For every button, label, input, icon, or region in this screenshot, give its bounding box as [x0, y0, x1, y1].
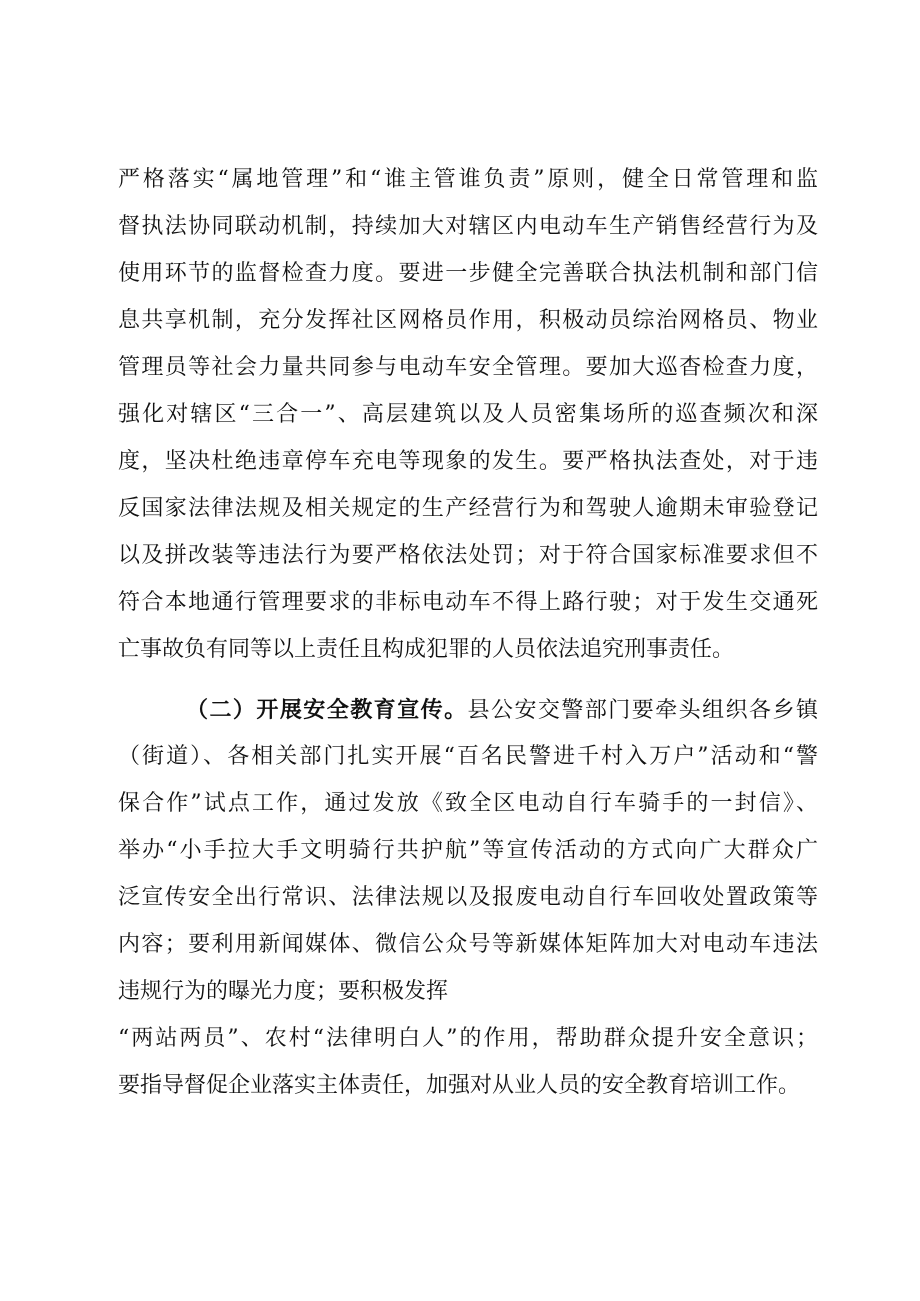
- body-text-line: 严格落实“属地管理”和“谁主管谁负责”原则，健全日常管理和监: [118, 167, 818, 192]
- section-heading: （二）开展安全教育宣传。: [186, 697, 468, 723]
- body-text-line: 息共享机制，充分发挥社区网格员作用，积极动员综治网格员、物业: [118, 308, 818, 333]
- body-text-line: 要指导督促企业落实主体责任，加强对从业人员的安全教育培训工作。: [118, 1073, 801, 1098]
- body-text-line: 亡事故负有同等以上责任且构成犯罪的人员依法追究刑事责任。: [118, 637, 735, 662]
- section-heading-line: [186, 690, 818, 730]
- body-text-line: “两站两员”、农村“法律明白人”的作用，帮助群众提升安全意识；: [118, 1026, 818, 1051]
- body-text-line: 使用环节的监督检查力度。要进一步健全完善联合执法机制和部门信: [118, 261, 818, 286]
- body-text-line: 反国家法律法规及相关规定的生产经营行为和驾驶人逾期未审验登记: [118, 496, 818, 521]
- body-text-line: 举办“小手拉大手文明骑行共护航”等宣传活动的方式向广大群众广: [118, 838, 818, 863]
- body-text-line: 违规行为的曝光力度；要积极发挥: [118, 979, 449, 1004]
- body-text-line: 度，坚决杜绝违章停车充电等现象的发生。要严格执法查处，对于违: [118, 449, 818, 474]
- body-text-line: 以及拼改装等违法行为要严格依法处罚；对于符合国家标准要求但不: [118, 543, 818, 568]
- body-text-line: 内容；要利用新闻媒体、微信公众号等新媒体矩阵加大对电动车违法: [118, 932, 818, 957]
- body-text-line: 强化对辖区“三合一”、高层建筑以及人员密集场所的巡查频次和深: [118, 402, 818, 427]
- body-text: 县公安交警部门要牵头组织各乡镇: [467, 698, 818, 723]
- body-text-line: 符合本地通行管理要求的非标电动车不得上路行驶；对于发生交通死: [118, 590, 818, 615]
- body-text-line: 保合作”试点工作，通过发放《致全区电动自行车骑手的一封信》、: [118, 791, 818, 816]
- body-text-line: 管理员等社会力量共同参与电动车安全管理。要加大巡杳检查力度，: [118, 355, 818, 380]
- body-text-line: 泛宣传安全出行常识、法律法规以及报废电动自行车回收处置政策等: [118, 885, 818, 910]
- body-text-line: （街道）、各相关部门扎实开展“百名民警进千村入万户”活动和“警: [118, 744, 818, 769]
- body-text-line: 督执法协同联动机制，持续加大对辖区内电动车生产销售经营行为及: [118, 214, 818, 239]
